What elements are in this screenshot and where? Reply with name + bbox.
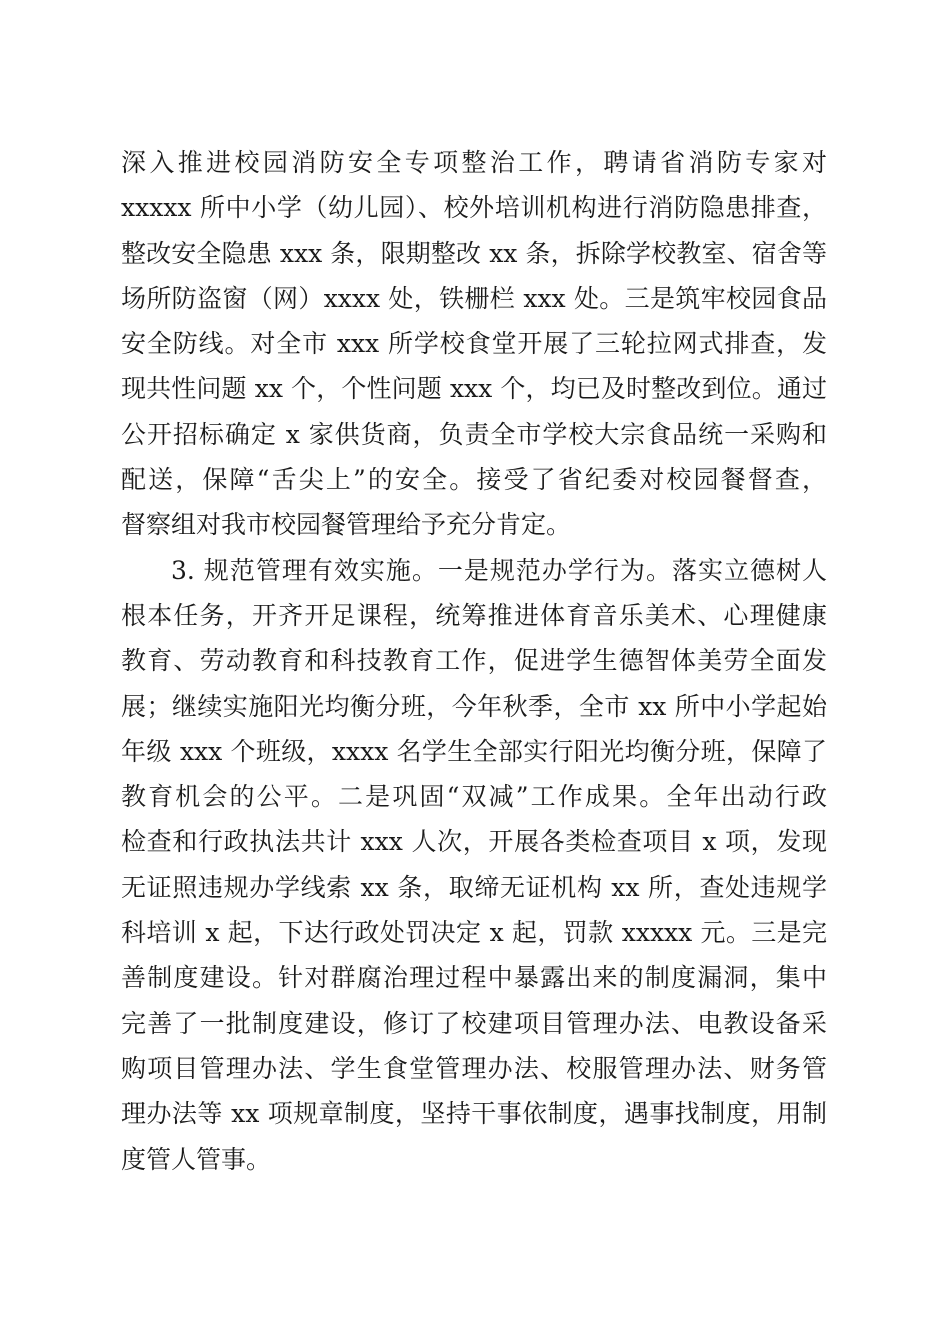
text-line: 无证照违规办学线索 xx 条，取缔无证机构 xx 所，查处违规学	[121, 872, 827, 902]
text-line: 教育机会的公平。二是巩固“双减”工作成果。全年出动行政	[121, 782, 827, 812]
text-line: 年级 xxx 个班级，xxxx 名学生全部实行阳光均衡分班，保障了	[121, 736, 827, 766]
text-line: 教育、劳动教育和科技教育工作，促进学生德智体美劳全面发	[121, 646, 827, 676]
text-line: 深入推进校园消防安全专项整治工作，聘请省消防专家对	[121, 148, 827, 177]
text-line: 科培训 x 起，下达行政处罚决定 x 起，罚款 xxxxx 元。三是完	[121, 918, 827, 948]
text-line: 督察组对我市校园餐管理给予充分肯定。	[121, 510, 572, 540]
text-line: 善制度建设。针对群腐治理过程中暴露出来的制度漏洞，集中	[121, 963, 827, 993]
text-line: 度管人管事。	[121, 1144, 272, 1174]
text-line: 场所防盗窗（网）xxxx 处，铁栅栏 xxx 处。三是筑牢校园食品	[121, 283, 827, 313]
text-line: 现共性问题 xx 个，个性问题 xxx 个，均已及时整改到位。通过	[121, 374, 827, 404]
text-line: 检查和行政执法共计 xxx 人次，开展各类检查项目 x 项，发现	[121, 827, 827, 857]
body-text	[121, 140, 827, 1182]
text-line: 完善了一批制度建设，修订了校建项目管理办法、电教设备采	[121, 1008, 827, 1038]
text-line: 根本任务，开齐开足课程，统筹推进体育音乐美术、心理健康	[121, 600, 827, 630]
text-line: 公开招标确定 x 家供货商，负责全市学校大宗食品统一采购和	[121, 419, 827, 449]
text-line: 理办法等 xx 项规章制度，坚持干事依制度，遇事找制度，用制	[121, 1099, 827, 1129]
text-line: 安全防线。对全市 xxx 所学校食堂开展了三轮拉网式排查，发	[121, 329, 827, 359]
paragraph-heading-line: 3. 规范管理有效实施。一是规范办学行为。落实立德树人	[171, 555, 827, 585]
text-line: 整改安全隐患 xxx 条，限期整改 xx 条，拆除学校教室、宿舍等	[121, 238, 827, 268]
text-line: 购项目管理办法、学生食堂管理办法、校服管理办法、财务管	[121, 1053, 827, 1083]
text-line: 展；继续实施阳光均衡分班，今年秋季，全市 xx 所中小学起始	[121, 691, 827, 721]
text-line: xxxxx 所中小学（幼儿园）、校外培训机构进行消防隐患排查，	[121, 193, 827, 223]
text-line: 配送，保障“舌尖上”的安全。接受了省纪委对校园餐督查，	[121, 465, 827, 495]
